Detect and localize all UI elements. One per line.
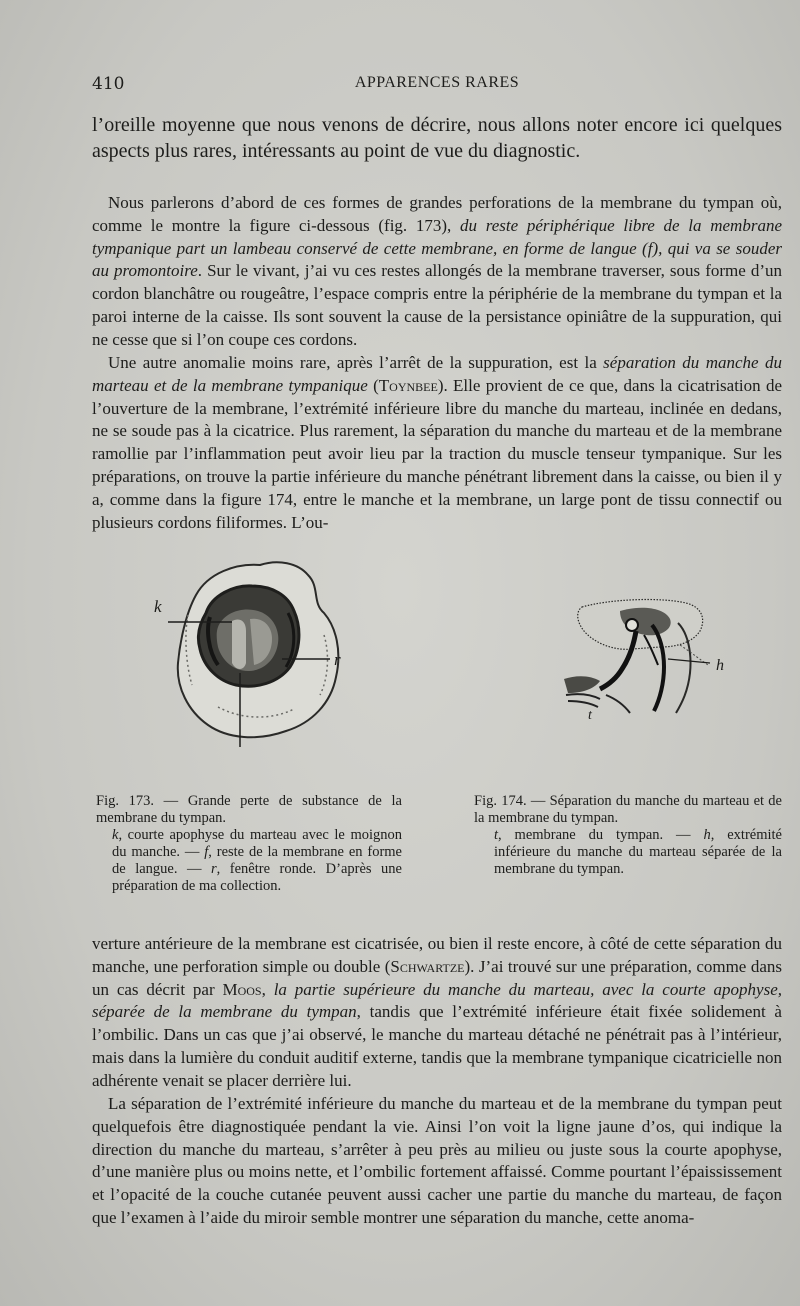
author-moos: Moos [222, 979, 262, 999]
figure-173-label-r: r [334, 650, 341, 669]
figure-174-caption-h: , extrémité inférieure du manche du marteau séparée de la membrane du tympan. [494, 827, 782, 877]
figure-173-caption [92, 793, 402, 895]
para3-text-a: verture antérieure de la membrane est cicatrisée, ou bien il reste encore, à côté de cette séparation du manche, une perforation simple ou double ( [92, 934, 782, 976]
figure-173-illustration [148, 555, 368, 750]
figure-174-label-h: h [716, 657, 724, 674]
para3-italic: la partie supérieure du manche du marteau, avec la courte apophyse, séparée de la membrane du tympan [92, 979, 782, 1022]
para3-text-e: , [261, 979, 274, 999]
figure-174-caption-letter-t: t [494, 827, 499, 843]
running-title: APPARENCES RARES [354, 74, 520, 91]
paragraph-large-perforations [92, 192, 782, 352]
figure-173-caption-k: , courte apophyse du marteau avec le moignon du manche. — [112, 827, 402, 860]
para2-text-e: ). Elle provient de ce que, dans la cicatrisation de l’ouverture de la membrane, l’extrémité inférieure libre du manche du marteau, inclinée en dedans, ne se soude pas à la cicatrice. Plus rarement, la séparation du manche du marteau et de la membrane ramollie par l’inflammation peut avoir lieu par la traction du muscle tenseur tympanique. Sur les préparations, on trouve la partie inférieure du manche pénétrant librement dans la caisse, ou bien il y a, comme dans la figure 174, entre le manche et la membrane, un large pont de tissu connectif ou plusieurs cordons filiformes. L’ou- [92, 375, 782, 532]
figure-173-caption-head: Fig. 173. — Grande perte de substance de la membrane du tympan. [96, 793, 402, 826]
para3-text-g: , tandis que l’extrémité inférieure était fixée solidement à l’ombilic. Dans un cas que j’ai observé, le manche du marteau détaché ne pénétrait pas à l’intérieur, mais dans la lumière du conduit auditif externe, tandis que la membrane tympanique cicatricielle non adhérente venait se placer derrière lui. [92, 1002, 782, 1090]
figure-173-caption-r: , fenêtre ronde. D’après une préparation de ma collection. [112, 861, 402, 894]
page-header [92, 74, 782, 98]
figure-174-illustration [560, 595, 735, 725]
figure-174-caption-body [474, 827, 782, 878]
paragraph-diagnosis: La séparation de l’extrémité inférieure du manche du marteau et de la membrane du tympan peut quelquefois être diagnostiquée pendant la vie. Ainsi l’on voit la ligne jaune d’os, qui indique la direction du manche du marteau, s’arrêter à peu près au milieu ou juste sous la courte apophyse, d’une manière plus ou moins nette, et l’ombilic fortement affaissé. Comme pourtant l’épaississement et l’opacité de la couche cutanée peuvent aussi cacher une partie du manche du marteau, de façon que l’examen à l’aide du miroir semble montrer une séparation du manche, cette anoma- [92, 1094, 782, 1227]
para3-text-c: ). J’ai trouvé sur une préparation, comme dans un cas décrit par [92, 956, 783, 999]
figure-173-caption-f: , reste de la membrane en forme de langue. — [112, 844, 402, 877]
paragraph-cicatrised-opening [92, 933, 782, 1093]
figure-174-caption-t: , membrane du tympan. — [498, 827, 704, 843]
figure-173-caption-body [92, 827, 402, 895]
para1-italic: du reste périphérique libre de la membrane tympanique part un lambeau conservé de cette membrane, en forme de langue (f), qui va se souder au promontoire [92, 215, 782, 281]
para1-text-a: Nous parlerons d’abord de ces formes de grandes perforations de la membrane du tympan où, comme le montre la figure ci-dessous (fig. 173), [92, 193, 782, 235]
figure-174-caption-head: Fig. 174. — Séparation du manche du marteau et de la membrane du tympan. [474, 793, 782, 826]
paragraph-handle-separation [92, 352, 782, 534]
figure-173-caption-letter-f: f [204, 844, 209, 860]
page-number: 410 [92, 74, 125, 94]
para1-text-c: . Sur le vivant, j’ai vu ces restes allongés de la membrane traverser, sous forme d’un cordon blanchâtre ou rougeâtre, l’espace compris entre la périphérie de la membrane du tympan et la paroi interne de la caisse. Ils sont souvent la cause de la persistance opiniâtre de la suppuration, qui ne cesse que si l’on coupe ces cordons. [92, 261, 782, 349]
figure-174-caption [474, 793, 782, 878]
para2-italic: séparation du manche du marteau et de la membrane tympanique [92, 353, 783, 395]
para2-text-a: Une autre anomalie moins rare, après l’arrêt de la suppuration, est la [108, 353, 604, 372]
figure-173-caption-letter-r: r [210, 861, 217, 877]
para2-text-c: ( [367, 375, 379, 395]
intro-paragraph: l’oreille moyenne que nous venons de décrire, nous allons noter encore ici quelques aspects plus rares, intéressants au point de vue du diagnostic. [92, 114, 782, 162]
figure-174-caption-letter-h: h [703, 827, 711, 843]
figure-173-caption-letter-k: k [112, 827, 119, 843]
figure-173-label-k: k [154, 597, 162, 616]
author-toynbee: Toynbee [378, 375, 438, 395]
author-schwartze: Schwartze [390, 956, 465, 976]
figure-174-label-t: t [588, 708, 592, 723]
